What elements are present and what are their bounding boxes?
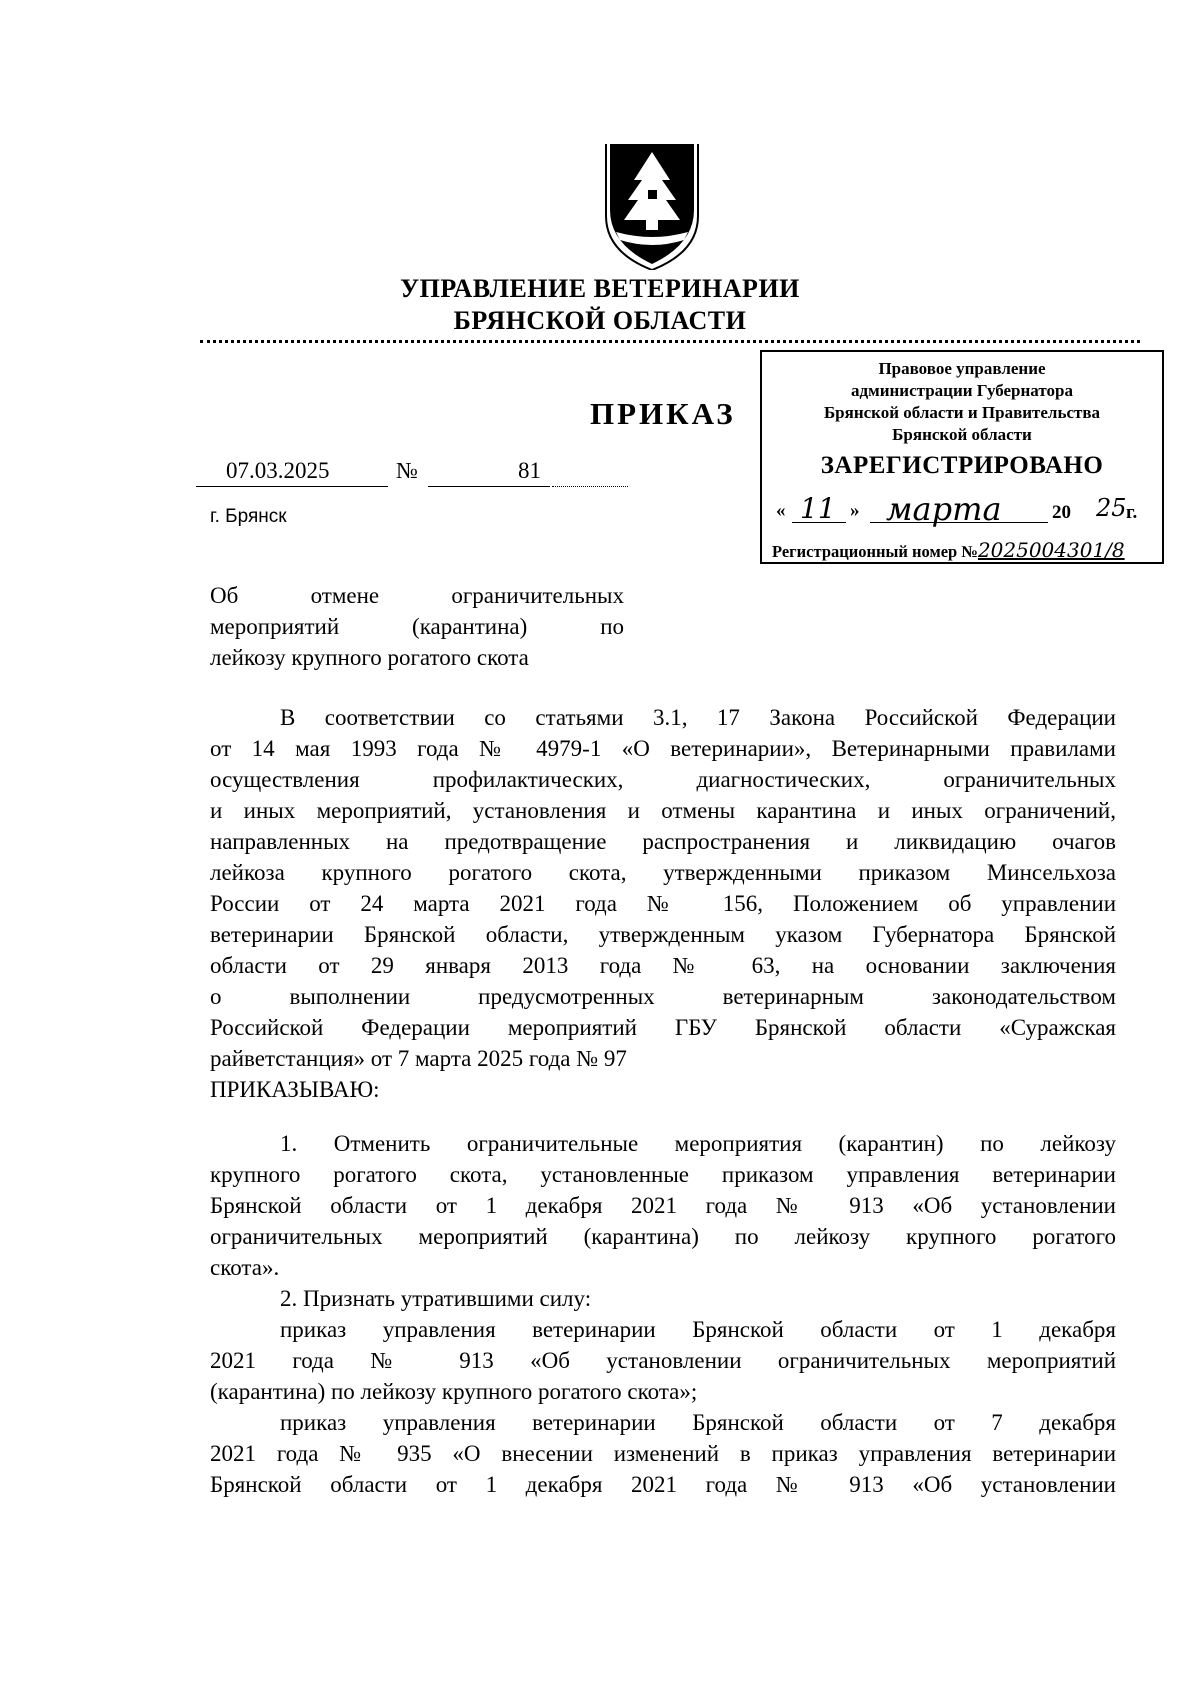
- city-label: г. Брянск: [210, 506, 287, 527]
- body-line: ограничительных мероприятий (карантина) по лейкозу крупного рогатого: [210, 1224, 1116, 1249]
- body-line: о выполнении предусмотренных ветеринарным законодательством: [210, 984, 1116, 1009]
- stamp-registered-label: ЗАРЕГИСТРИРОВАНО: [820, 452, 1104, 479]
- body-line: В соответствии со статьями 3.1, 17 Закона Российской Федерации: [280, 705, 1116, 730]
- stamp-quote-close: »: [850, 500, 860, 521]
- body-line: России от 24 марта 2021 года № 156, Положением об управлении: [210, 891, 1116, 916]
- order-directive: ПРИКАЗЫВАЮ:: [210, 1077, 380, 1102]
- body-line: осуществления профилактических, диагностических, ограничительных: [210, 767, 1116, 792]
- stamp-year-handwritten: 25: [1096, 494, 1127, 522]
- order-date: 07.03.2025: [226, 458, 330, 483]
- order-item-2: 2. Признать утратившими силу:: [280, 1286, 592, 1311]
- organization-name-line2: БРЯНСКОЙ ОБЛАСТИ: [453, 306, 747, 335]
- body-line: Брянской области от 1 декабря 2021 года № 913 «Об установлении: [210, 1472, 1116, 1497]
- body-line: скота».: [210, 1255, 280, 1280]
- stamp-month-underline: [870, 522, 1048, 523]
- stamp-reg-label: Регистрационный номер №: [772, 542, 978, 561]
- stamp-registration-number: [772, 538, 1125, 562]
- order-number: 81: [518, 458, 541, 483]
- stamp-reg-number-handwritten: 2025004301/8: [977, 538, 1125, 562]
- number-dotted-line: [552, 486, 628, 487]
- stamp-issuer-line: Брянской области и Правительства: [823, 403, 1101, 422]
- stamp-registration-date: [770, 492, 1154, 526]
- stamp-year-letter: г.: [1126, 502, 1138, 523]
- repealed-order-1: приказ управления ветеринарии Брянской области от 1 декабря: [280, 1317, 1116, 1342]
- stamp-day-underline: [792, 522, 846, 523]
- body-line: крупного рогатого скота, установленные приказом управления ветеринарии: [210, 1162, 1116, 1187]
- stamp-issuer-line: Правовое управление: [878, 359, 1046, 378]
- document-type-title: ПРИКАЗ: [590, 396, 736, 431]
- number-sign: №: [396, 458, 418, 483]
- stamp-month-handwritten: марта: [886, 490, 1002, 528]
- registration-stamp: [760, 350, 1164, 564]
- order-items: [210, 1128, 1116, 1500]
- subject-line: лейкозу крупного рогатого скота: [210, 645, 529, 670]
- order-item-1: 1. Отменить ограничительные мероприятия (карантин) по лейкозу: [280, 1131, 1116, 1156]
- stamp-issuer-line: Брянской области: [892, 425, 1032, 444]
- body-line: Брянской области от 1 декабря 2021 года № 913 «Об установлении: [210, 1193, 1116, 1218]
- preamble-paragraph: [210, 702, 1116, 1105]
- coat-of-arms-emblem: [604, 140, 700, 270]
- order-subject: [210, 580, 624, 673]
- number-underline: [428, 486, 550, 487]
- date-underline: [196, 486, 388, 487]
- body-line: направленных на предотвращение распространения и ликвидацию очагов: [210, 829, 1116, 854]
- body-line: области от 29 января 2013 года № 63, на основании заключения: [210, 953, 1116, 978]
- body-line: от 14 мая 1993 года № 4979-1 «О ветеринарии», Ветеринарными правилами: [210, 736, 1116, 761]
- subject-line: мероприятий (карантина) по: [210, 614, 624, 639]
- header-divider: [200, 340, 1140, 343]
- order-date-number-line: [196, 458, 636, 490]
- body-line: райветстанция» от 7 марта 2025 года № 97: [210, 1046, 627, 1071]
- stamp-day-handwritten: 11: [800, 492, 836, 525]
- stamp-issuer-line: администрации Губернатора: [851, 381, 1073, 400]
- stamp-quote-open: «: [776, 500, 786, 521]
- body-line: Российской Федерации мероприятий ГБУ Брянской области «Суражская: [210, 1015, 1116, 1040]
- repealed-order-2: приказ управления ветеринарии Брянской области от 7 декабря: [280, 1410, 1116, 1435]
- body-line: 2021 года № 935 «О внесении изменений в приказ управления ветеринарии: [210, 1441, 1116, 1466]
- subject-line: Об отмене ограничительных: [210, 583, 624, 608]
- body-line: ветеринарии Брянской области, утвержденным указом Губернатора Брянской: [210, 922, 1116, 947]
- body-line: 2021 года № 913 «Об установлении ограничительных мероприятий: [210, 1348, 1116, 1373]
- organization-name-line1: УПРАВЛЕНИЕ ВЕТЕРИНАРИИ: [400, 274, 800, 303]
- body-line: и иных мероприятий, установления и отмены карантина и иных ограничений,: [210, 798, 1116, 823]
- stamp-issuer: [762, 358, 1162, 446]
- body-line: (карантина) по лейкозу крупного рогатого скота»;: [210, 1379, 698, 1404]
- body-line: лейкоза крупного рогатого скота, утвержденными приказом Минсельхоза: [210, 860, 1116, 885]
- stamp-year-prefix: 20: [1052, 502, 1071, 523]
